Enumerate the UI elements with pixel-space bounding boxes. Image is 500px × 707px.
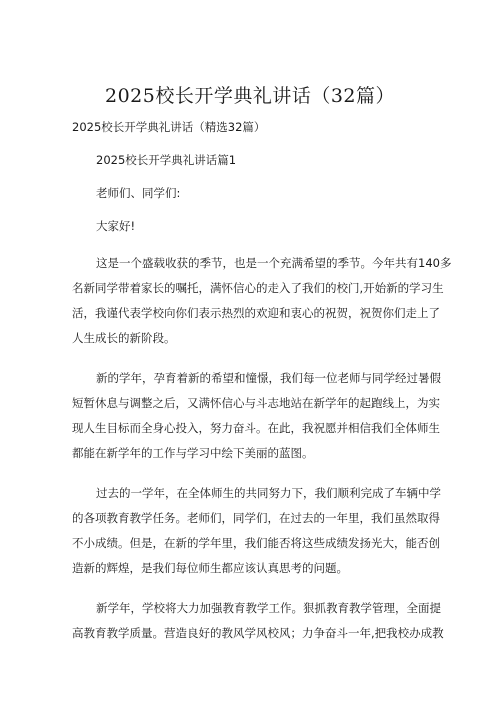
document-title: 2025校长开学典礼讲话（32篇） — [104, 85, 396, 107]
paragraph-3-line-2: 的各项教育教学任务。老师们，同学们，在过去的一年里，我们虽然取得 — [72, 511, 440, 525]
paragraph-1-line-1: 这是一个盛载收获的季节，也是一个充满希望的季节。今年共有140多 — [96, 256, 452, 270]
paragraph-3-line-1: 过去的一学年，在全体师生的共同努力下，我们顺利完成了车辆中学 — [96, 486, 441, 500]
paragraph-2-line-1: 新的学年，孕育着新的希望和憧憬，我们每一位老师与同学经过暑假 — [96, 371, 441, 385]
document-subtitle: 2025校长开学典礼讲话（精选32篇） — [72, 120, 266, 134]
paragraph-4-line-1: 新学年，学校将大力加强教育教学工作。狠抓教育教学管理，全面提 — [96, 601, 441, 615]
paragraph-2-line-4: 都能在新学年的工作与学习中绘下美丽的蓝图。 — [72, 446, 314, 460]
paragraph-1-line-2: 名新同学带着家长的嘱托，满怀信心的走入了我们的校门,开始新的学习生 — [72, 281, 444, 295]
paragraph-1-line-3: 活，我谨代表学校向你们表示热烈的欢迎和衷心的祝贺，祝贺你们走上了 — [72, 306, 440, 320]
paragraph-2-line-2: 短暂休息与调整之后，又满怀信心与斗志地站在新学年的起跑线上，为实 — [72, 396, 440, 410]
paragraph-3-line-3: 不小成绩。但是，在新的学年里，我们能否将这些成绩发扬光大，能否创 — [72, 536, 440, 550]
salutation: 老师们、同学们: — [96, 186, 181, 200]
paragraph-2-line-3: 现人生目标而全身心投入，努力奋斗。在此，我祝愿并相信我们全体师生 — [72, 421, 440, 435]
paragraph-3-line-4: 造新的辉煌，是我们每位师生都应该认真思考的问题。 — [72, 561, 348, 575]
paragraph-4-line-2: 高教育教学质量。营造良好的教风学风校风；力争奋斗一年,把我校办成教 — [72, 626, 444, 640]
section-heading: 2025校长开学典礼讲话篇1 — [96, 153, 237, 167]
greeting: 大家好! — [96, 219, 136, 233]
paragraph-1-line-4: 人生成长的新阶段。 — [72, 331, 176, 345]
